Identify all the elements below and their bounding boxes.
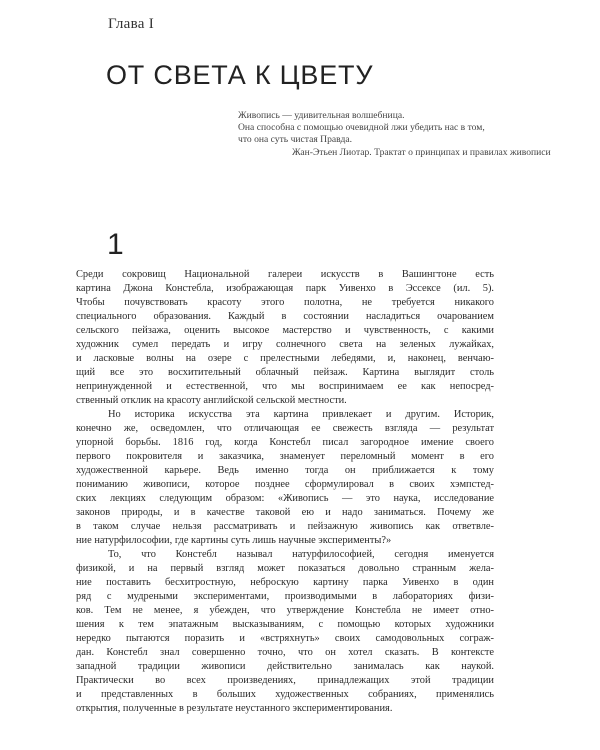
- text-line: законов природы, и в качестве таковой ею и надо заниматься. Почему же: [76, 507, 494, 518]
- text-line: нередко пытаются поразить и «встряхнуть» своих самодовольных сограж-: [76, 633, 494, 644]
- text-line: ние поставить бесхитростную, неброскую картину парка Уивенхо в один: [76, 577, 494, 588]
- text-line: ние натурфилософии, где картины суть лишь научные эксперименты?»: [76, 535, 392, 546]
- epigraph-line: Живопись — удивительная волшебница.: [238, 110, 405, 121]
- text-line: сельского пейзажа, оценить высокое мастерство и чувственность, с какими: [76, 325, 494, 336]
- text-line: пониманию живописи, которое позднее сформулировал в своих хэмпстед-: [76, 479, 494, 490]
- paragraph: [76, 548, 494, 716]
- text-line: конечно же, осведомлен, что отличающая ее свежесть взгляда — результат: [76, 423, 494, 434]
- text-line: Но историка искусства эта картина привлекает и другим. Историк,: [108, 409, 494, 420]
- epigraph-line: что она суть чистая Правда.: [238, 134, 352, 145]
- text-line: картина Джона Констебла, изображающая парк Уивенхо в Эссексе (ил. 5).: [76, 283, 494, 294]
- text-line: художник сумел передать и игру солнечного света на зеленых лужайках,: [76, 339, 494, 350]
- text-line: специального образования. Каждый в состоянии насладиться очарованием: [76, 311, 494, 322]
- chapter-title: ОТ СВЕТА К ЦВЕТУ: [106, 60, 374, 90]
- text-line: первого покровителя и заказчика, знаменует переломный момент в его: [76, 451, 494, 462]
- text-line: Среди сокровищ Национальной галереи искусств в Вашингтоне есть: [76, 269, 494, 280]
- paragraph: [76, 408, 494, 548]
- text-line: упорной борьбы. 1816 год, когда Констебл писал загородное имение своего: [76, 437, 494, 448]
- paragraph: [76, 268, 494, 408]
- text-line: художественной карьере. Ведь именно тогда он приближается к тому: [76, 465, 494, 476]
- chapter-label: Глава I: [108, 16, 155, 32]
- text-line: и представленных в больших художественных собраниях, применялись: [76, 689, 494, 700]
- text-line: дан. Констебл знал совершенно точно, что он хотел сказать. В контексте: [76, 647, 494, 658]
- epigraph-attribution: Жан-Этьен Лиотар. Трактат о принципах и правилах живописи: [292, 147, 551, 158]
- text-line: ков. Тем не менее, я убежден, что утверждение Констебла не имеет отно-: [76, 605, 494, 616]
- text-line: в таком случае нельзя рассматривать и пейзажную живопись как ответвле-: [76, 521, 494, 532]
- text-line: ряд с мудреными экспериментами, производимыми в лабораториях физи-: [76, 591, 494, 602]
- text-line: Чтобы почувствовать красоту этого полотна, не требуется никакого: [76, 297, 494, 308]
- text-line: ственный отклик на красоту английской сельской местности.: [76, 395, 347, 406]
- text-line: То, что Констебл называл натурфилософией, сегодня именуется: [108, 549, 494, 560]
- text-line: шения к тем эпатажным высказываниям, с помощью которых художники: [76, 619, 494, 630]
- text-line: ских лекциях следующим образом: «Живопись — это наука, исследование: [76, 493, 494, 504]
- epigraph: [238, 110, 551, 159]
- epigraph-line: Она способна с помощью очевидной лжи убедить нас в том,: [238, 122, 485, 133]
- text-line: и ласковые волны на озере с прелестными лебедями, и, наконец, венчаю-: [76, 353, 494, 364]
- text-line: щий все это восхитительный облачный пейзаж. Картина выглядит столь: [76, 367, 494, 378]
- text-line: непринужденной и естественной, что мы воспринимаем ее как непосред-: [76, 381, 494, 392]
- text-line: Практически во всех произведениях, принадлежащих этой традиции: [76, 675, 494, 686]
- body-text: [76, 268, 494, 716]
- section-number: 1: [107, 228, 124, 261]
- text-line: западной традиции живописи действительно занималась как наукой.: [76, 661, 494, 672]
- text-line: открытия, полученные в результате неустанного экспериментирования.: [76, 703, 393, 714]
- text-line: физикой, и на первый взгляд может показаться довольно странным жела-: [76, 563, 494, 574]
